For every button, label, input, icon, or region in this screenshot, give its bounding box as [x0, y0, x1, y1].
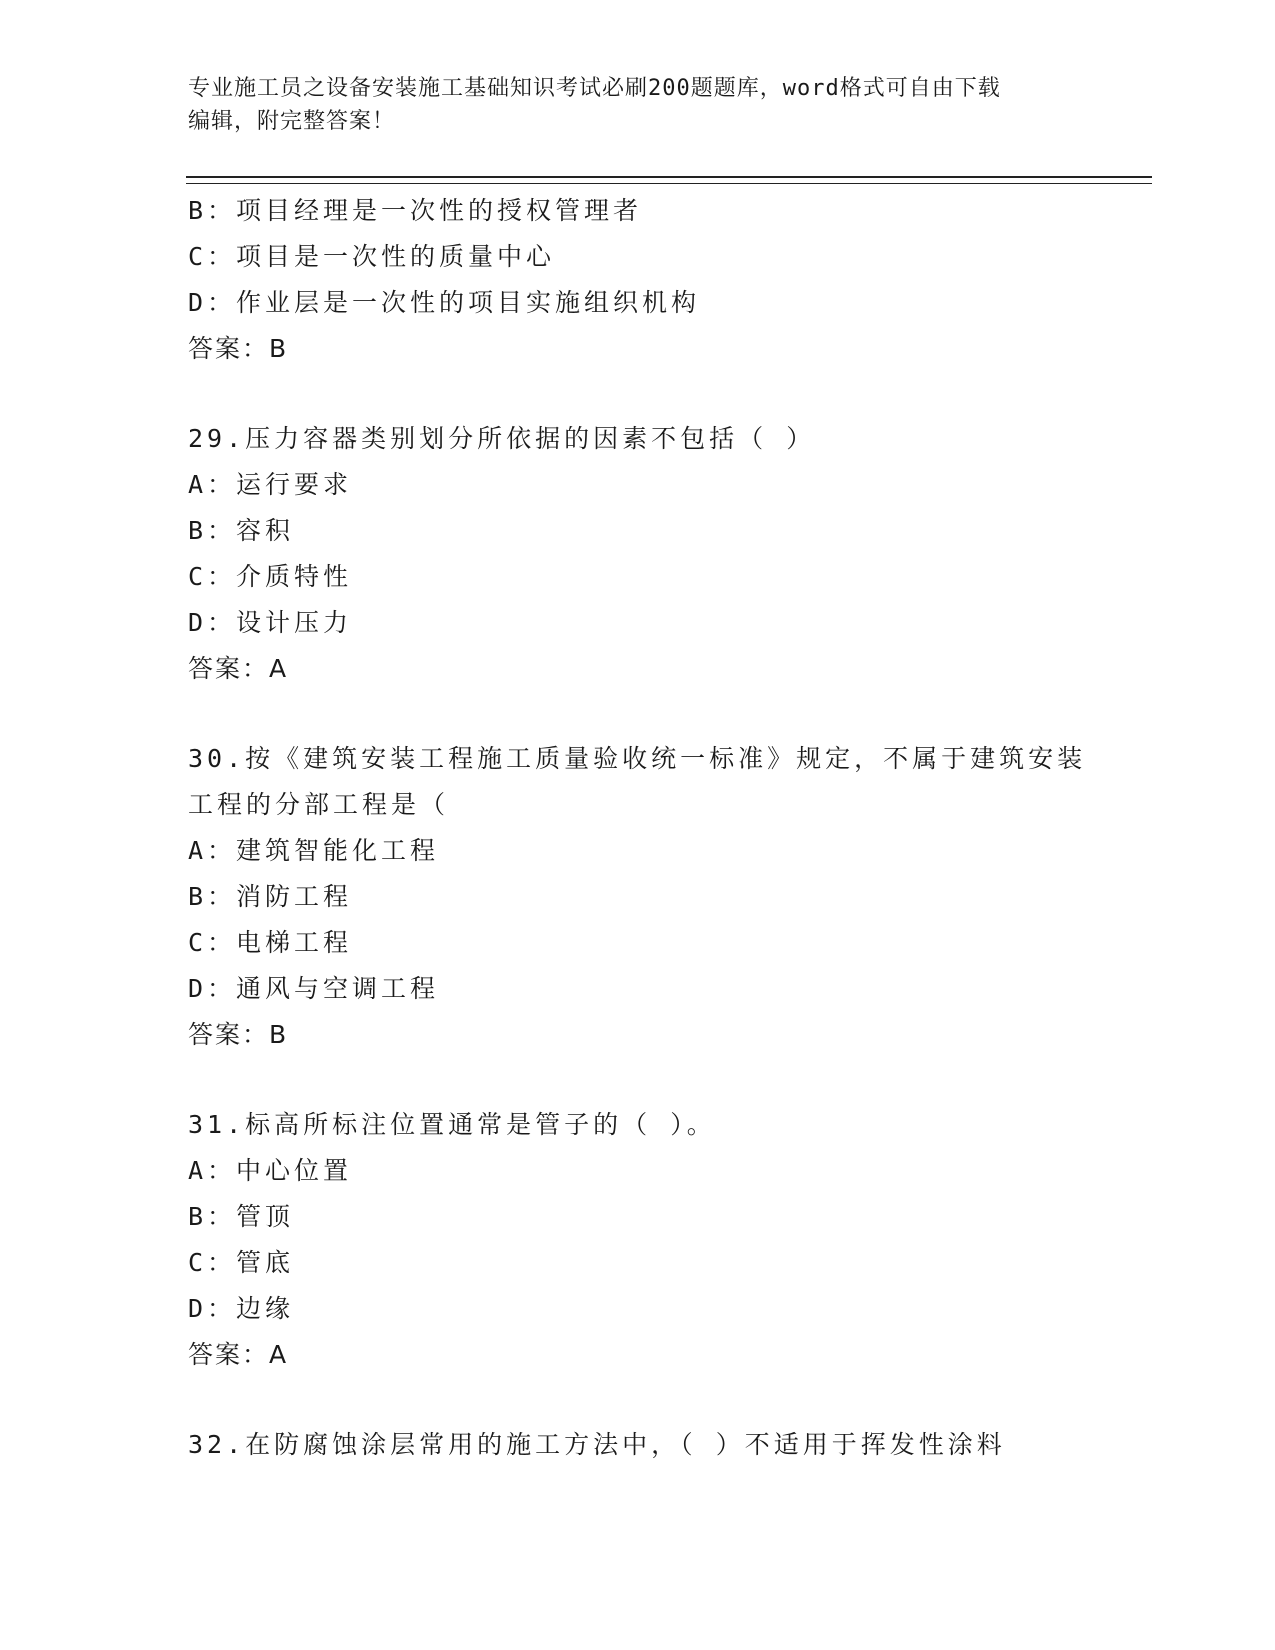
option-a: A：建筑智能化工程 [188, 836, 440, 865]
question-list [188, 188, 1108, 1468]
answer-label: 答案：B [188, 334, 289, 363]
option-d: D：通风与空调工程 [188, 974, 440, 1003]
option-b: B：管顶 [188, 1202, 295, 1231]
answer-label: 答案：B [188, 1020, 289, 1049]
question-stem: 31.标高所标注位置通常是管子的（ ）。 [188, 1110, 716, 1139]
question-stem: 29.压力容器类别划分所依据的因素不包括（ ） [188, 424, 816, 453]
header-title-line2: 编辑，附完整答案！ [188, 109, 396, 134]
question-stem-line2: 工程的分部工程是（ [188, 790, 450, 819]
header-divider [186, 176, 1152, 184]
answer-label: 答案：A [188, 654, 289, 683]
option-c: C：项目是一次性的质量中心 [188, 242, 556, 271]
answer-label: 答案：A [188, 1340, 289, 1369]
option-b: B：项目经理是一次性的授权管理者 [188, 196, 643, 225]
page-header [188, 72, 1088, 138]
option-d: D：设计压力 [188, 608, 353, 637]
option-d: D：边缘 [188, 1294, 295, 1323]
question-block-32 [188, 1422, 1108, 1468]
spacer [188, 372, 1108, 416]
option-b: B：容积 [188, 516, 295, 545]
option-c: C：介质特性 [188, 562, 353, 591]
option-d: D：作业层是一次性的项目实施组织机构 [188, 288, 701, 317]
question-block-31 [188, 1102, 1108, 1378]
header-title-line1: 专业施工员之设备安装施工基础知识考试必刷200题题库，word格式可自由下载 [188, 76, 1001, 101]
option-b: B：消防工程 [188, 882, 353, 911]
question-block-30 [188, 736, 1108, 1058]
option-a: A：运行要求 [188, 470, 353, 499]
question-block-prev [188, 188, 1108, 372]
question-stem-line1: 30.按《建筑安装工程施工质量验收统一标准》规定，不属于建筑安装 [188, 744, 1087, 773]
spacer [188, 692, 1108, 736]
question-stem: 32.在防腐蚀涂层常用的施工方法中，（ ）不适用于挥发性涂料 [188, 1430, 1006, 1459]
spacer [188, 1378, 1108, 1422]
question-block-29 [188, 416, 1108, 692]
option-c: C：管底 [188, 1248, 295, 1277]
spacer [188, 1058, 1108, 1102]
option-a: A：中心位置 [188, 1156, 353, 1185]
option-c: C：电梯工程 [188, 928, 353, 957]
